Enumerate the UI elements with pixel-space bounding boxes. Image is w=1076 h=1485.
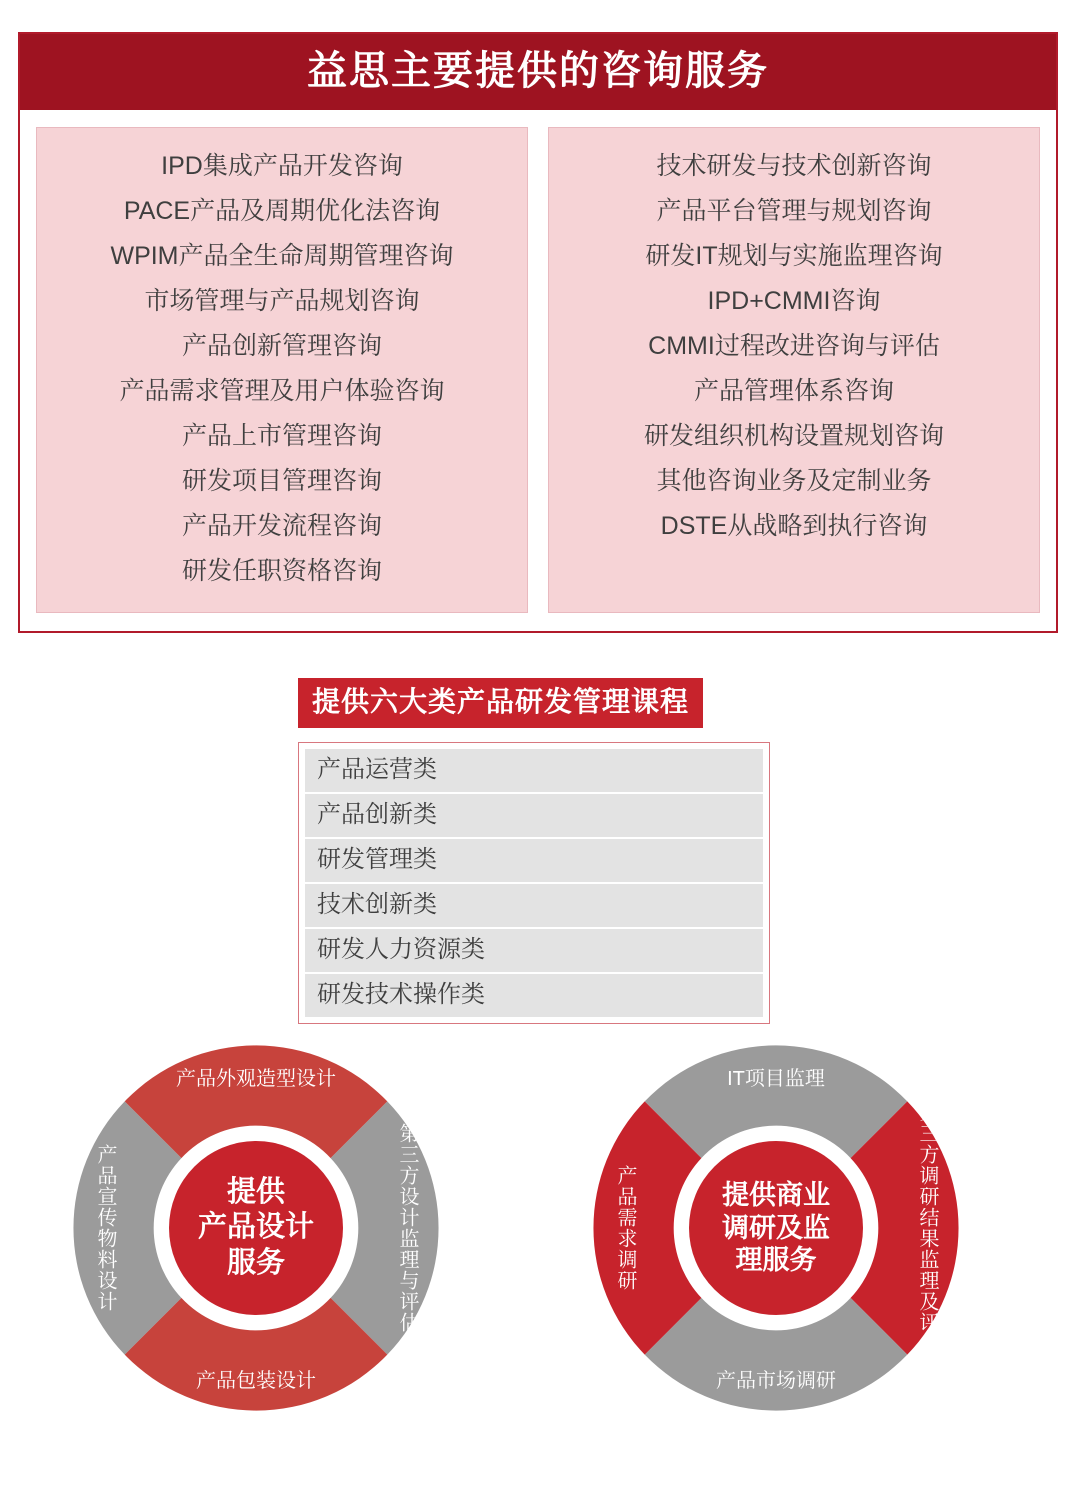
- market-research-wheel: [578, 1030, 974, 1426]
- list-item: IPD+CMMI咨询: [707, 287, 881, 315]
- list-item: 研发人力资源类: [305, 929, 763, 974]
- list-item: 产品创新类: [305, 794, 763, 839]
- list-item: 产品创新管理咨询: [181, 332, 382, 360]
- consulting-services-panel: [18, 32, 1058, 633]
- wheel-segment-label-top: 产品外观造型设计: [176, 1068, 336, 1090]
- services-title: 益思主要提供的咨询服务: [20, 34, 1056, 110]
- list-item: 研发管理类: [305, 839, 763, 884]
- hub-line: 提供: [226, 1175, 285, 1208]
- list-item: 产品开发流程咨询: [181, 512, 382, 540]
- product-design-wheel: [58, 1030, 454, 1426]
- wheel-segment-label-top: IT项目监理: [727, 1068, 825, 1090]
- list-item: 研发技术操作类: [305, 974, 763, 1017]
- list-item: 产品运营类: [305, 749, 763, 794]
- services-column-right: [548, 127, 1040, 613]
- services-columns: [20, 110, 1056, 631]
- hub-line: 理服务: [735, 1245, 817, 1276]
- wheel-segment-label-bottom: 产品包装设计: [196, 1370, 316, 1392]
- list-item: 研发任职资格咨询: [181, 557, 382, 585]
- list-item: 研发项目管理咨询: [181, 467, 382, 495]
- list-item: PACE产品及周期优化法咨询: [123, 197, 441, 225]
- hub-line: 产品设计: [197, 1211, 314, 1244]
- list-item: WPIM产品全生命周期管理咨询: [110, 242, 454, 270]
- list-item: 技术研发与技术创新咨询: [656, 152, 932, 180]
- list-item: CMMI过程改进咨询与评估: [648, 332, 940, 360]
- wheel-segment-label-left: 产品宣传物料设计: [94, 1144, 116, 1312]
- wheel-hub-label: [169, 1141, 343, 1315]
- wheel-segment-label-right: 第三方设计监理与评估: [396, 1123, 418, 1333]
- wheel-segment-label-left: 产品需求调研: [614, 1165, 636, 1291]
- wheel-segment-label-bottom: 产品市场调研: [716, 1370, 836, 1392]
- list-item: IPD集成产品开发咨询: [161, 152, 403, 180]
- courses-block: [298, 678, 778, 1024]
- list-item: 产品需求管理及用户体验咨询: [119, 377, 445, 405]
- list-item: 产品上市管理咨询: [181, 422, 382, 450]
- services-column-left: [36, 127, 528, 613]
- services-left-list: [47, 144, 517, 594]
- list-item: 市场管理与产品规划咨询: [144, 287, 420, 315]
- hub-line: 服务: [226, 1246, 285, 1279]
- hub-line: 提供商业: [722, 1179, 830, 1210]
- services-right-list: [559, 144, 1029, 549]
- list-item: 技术创新类: [305, 884, 763, 929]
- wheel-hub-label: [689, 1141, 863, 1315]
- list-item: 其他咨询业务及定制业务: [656, 467, 932, 495]
- list-item: DSTE从战略到执行咨询: [660, 512, 928, 540]
- list-item: 研发IT规划与实施监理咨询: [645, 242, 943, 270]
- wheel-segment-label-right: 第三方调研结果监理及评估: [916, 1102, 938, 1354]
- list-item: 产品平台管理与规划咨询: [656, 197, 932, 225]
- courses-list: [298, 742, 770, 1024]
- list-item: 产品管理体系咨询: [693, 377, 894, 405]
- list-item: 研发组织机构设置规划咨询: [643, 422, 944, 450]
- hub-line: 调研及监: [722, 1212, 830, 1243]
- courses-title: 提供六大类产品研发管理课程: [298, 678, 703, 728]
